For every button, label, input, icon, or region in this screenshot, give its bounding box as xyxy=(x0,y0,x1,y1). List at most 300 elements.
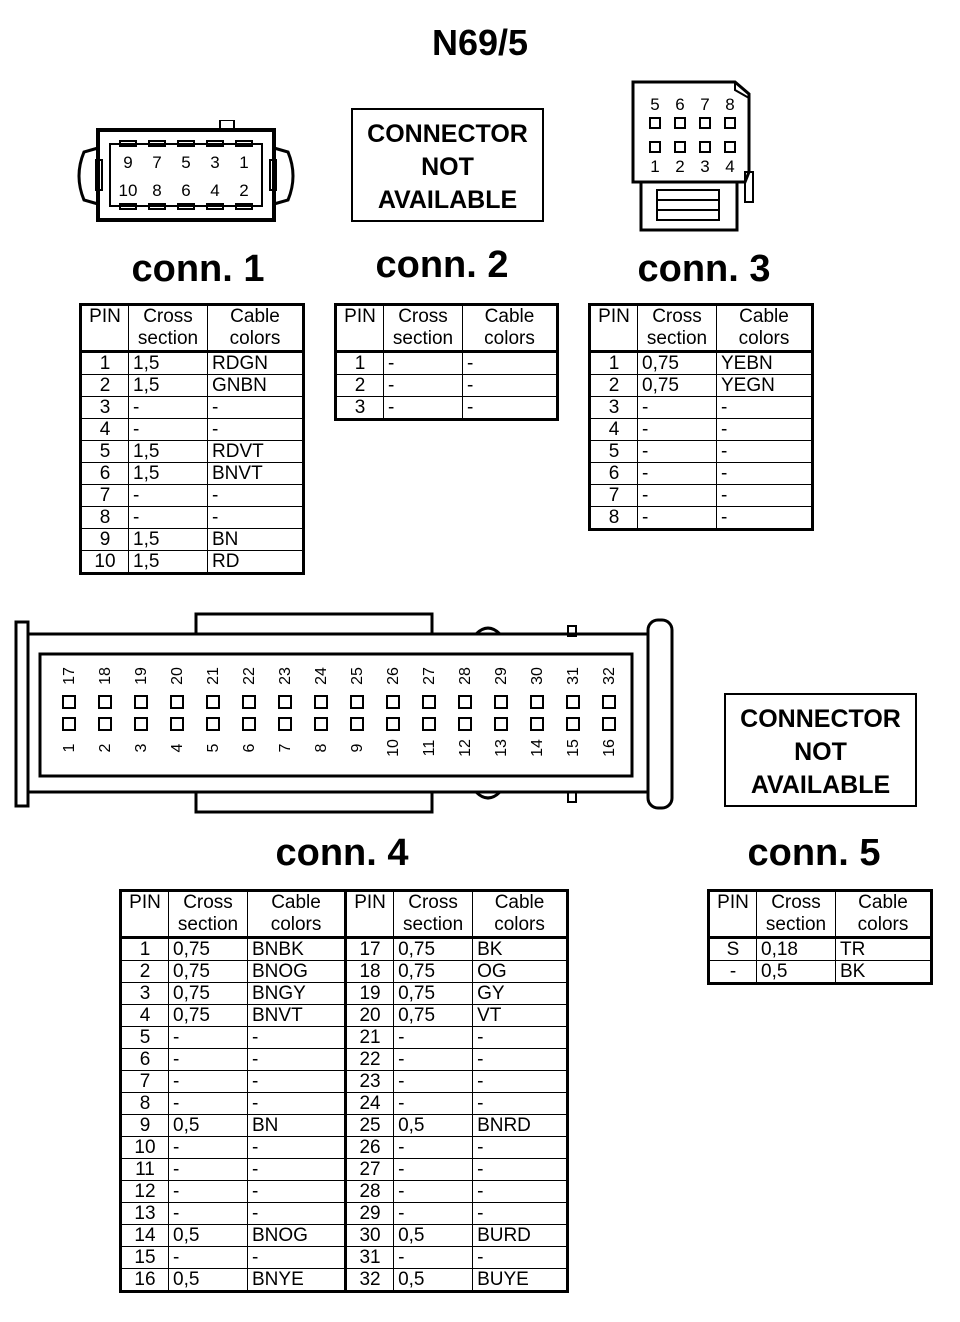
pin-label: 26 xyxy=(385,667,402,685)
conn-2-pin-table xyxy=(334,303,559,421)
cross-section-value: 0,5 xyxy=(169,1269,248,1292)
pin-socket xyxy=(279,696,291,708)
cross-section-value: - xyxy=(129,507,208,529)
table-row xyxy=(81,551,304,574)
cross-section-value: - xyxy=(129,419,208,441)
table-row xyxy=(81,507,304,529)
pin-number: 6 xyxy=(590,463,638,485)
table-row xyxy=(590,397,813,419)
cross-section-value: - xyxy=(169,1203,248,1225)
table-row xyxy=(121,1093,568,1115)
cross-section-value: 0,75 xyxy=(394,961,473,983)
pin-number: 28 xyxy=(346,1181,394,1203)
cross-section-value: - xyxy=(169,1137,248,1159)
pin-socket xyxy=(700,118,710,128)
pin-number: 3 xyxy=(336,397,384,420)
pin-socket xyxy=(650,142,660,152)
pin-socket xyxy=(351,696,363,708)
pin-socket xyxy=(207,696,219,708)
pin-label: 12 xyxy=(457,739,474,757)
pin-socket xyxy=(725,118,735,128)
conn-2-label: conn. 2 xyxy=(375,244,509,286)
cross-section-value: 0,18 xyxy=(757,938,836,961)
cable-color-value: BNVT xyxy=(248,1005,346,1027)
cable-color-value: - xyxy=(208,485,304,507)
table-row xyxy=(81,397,304,419)
cable-color-value: BNYE xyxy=(248,1269,346,1292)
pin-number: 15 xyxy=(121,1247,169,1269)
not-available-line-1: CONNECTOR xyxy=(367,120,528,148)
pin-number: 24 xyxy=(346,1093,394,1115)
pin-socket xyxy=(423,696,435,708)
pin-number: 1 xyxy=(81,352,129,375)
table-row xyxy=(336,352,558,375)
cross-section-value: 0,5 xyxy=(394,1269,473,1292)
pin-label: 1 xyxy=(650,157,660,176)
cross-section-value: - xyxy=(638,419,717,441)
pin-label: 3 xyxy=(133,743,150,753)
connector-2-not-available xyxy=(351,108,544,222)
table-row xyxy=(590,441,813,463)
table-row xyxy=(121,1005,568,1027)
pin-label: 6 xyxy=(675,95,685,114)
cross-section-value: 0,5 xyxy=(169,1115,248,1137)
table-row xyxy=(81,419,304,441)
pin-number: 19 xyxy=(346,983,394,1005)
cross-section-value: 1,5 xyxy=(129,529,208,551)
cable-colors-header: Cable colors xyxy=(717,305,813,352)
table-row xyxy=(336,375,558,397)
cable-color-value: BUYE xyxy=(473,1269,568,1292)
table-row xyxy=(81,441,304,463)
cable-color-value: - xyxy=(473,1137,568,1159)
cross-section-value: - xyxy=(129,397,208,419)
cross-section-value: - xyxy=(638,485,717,507)
pin-number: 23 xyxy=(346,1071,394,1093)
pin-label: 5 xyxy=(181,153,191,172)
table-row xyxy=(121,1225,568,1247)
pin-socket xyxy=(495,696,507,708)
connector-1-face xyxy=(70,120,310,230)
cable-colors-header: Cable colors xyxy=(208,305,304,352)
pin-number: 14 xyxy=(121,1225,169,1247)
cable-color-value: BNVT xyxy=(208,463,304,485)
cross-section-value: - xyxy=(169,1181,248,1203)
pin-label: 19 xyxy=(133,667,150,685)
cable-color-value: RDGN xyxy=(208,352,304,375)
pin-label: 2 xyxy=(239,181,249,200)
cable-color-value: - xyxy=(717,463,813,485)
pin-label: 3 xyxy=(210,153,220,172)
pin-socket xyxy=(315,696,327,708)
cross-section-value: - xyxy=(384,352,463,375)
cross-section-value: - xyxy=(384,397,463,420)
pin-socket xyxy=(171,718,183,730)
pin-label: 4 xyxy=(169,743,186,753)
pin-number: 9 xyxy=(81,529,129,551)
pin-socket xyxy=(63,696,75,708)
table-row xyxy=(121,1203,568,1225)
cable-color-value: - xyxy=(463,352,558,375)
cross-section-value: 0,5 xyxy=(394,1225,473,1247)
pin-socket xyxy=(99,696,111,708)
pin-number: 16 xyxy=(121,1269,169,1292)
pin-number: 4 xyxy=(121,1005,169,1027)
pin-number: 17 xyxy=(346,938,394,961)
table-row xyxy=(709,961,932,984)
not-available-line-3: AVAILABLE xyxy=(377,186,518,214)
cable-color-value: BNBK xyxy=(248,938,346,961)
pin-label: 21 xyxy=(205,667,222,685)
pin-label: 8 xyxy=(313,743,330,753)
pin-label: 7 xyxy=(152,153,162,172)
pin-number: 3 xyxy=(121,983,169,1005)
pin-label: 9 xyxy=(123,153,133,172)
pin-label: 5 xyxy=(205,743,222,753)
cross-section-value: - xyxy=(394,1071,473,1093)
pin-label: 31 xyxy=(565,667,582,685)
cross-section-value: - xyxy=(169,1093,248,1115)
pin-number: 11 xyxy=(121,1159,169,1181)
pin-number: 9 xyxy=(121,1115,169,1137)
pin-number: 21 xyxy=(346,1027,394,1049)
cross-section-header: Cross section xyxy=(394,891,473,938)
cable-color-value: BNRD xyxy=(473,1115,568,1137)
pin-label: 9 xyxy=(349,743,366,753)
cable-color-value: OG xyxy=(473,961,568,983)
pin-label: 25 xyxy=(349,667,366,685)
pin-socket xyxy=(243,718,255,730)
pin-number: 7 xyxy=(81,485,129,507)
pin-number: 2 xyxy=(336,375,384,397)
cross-section-value: - xyxy=(394,1159,473,1181)
pin-label: 6 xyxy=(241,743,258,753)
pin-header: PIN xyxy=(121,891,169,938)
cable-colors-header: Cable colors xyxy=(463,305,558,352)
pin-header: PIN xyxy=(81,305,129,352)
cable-color-value: - xyxy=(248,1093,346,1115)
cable-color-value: - xyxy=(717,441,813,463)
cross-section-header: Cross section xyxy=(129,305,208,352)
pin-number: 8 xyxy=(121,1093,169,1115)
pin-socket xyxy=(567,718,579,730)
conn-4-label: conn. 4 xyxy=(275,832,409,874)
pin-socket xyxy=(387,696,399,708)
pin-number: 5 xyxy=(590,441,638,463)
cross-section-value: 0,5 xyxy=(394,1115,473,1137)
pin-socket xyxy=(459,718,471,730)
cable-color-value: - xyxy=(248,1071,346,1093)
table-row xyxy=(590,352,813,375)
pin-label: 17 xyxy=(61,667,78,685)
cross-section-value: - xyxy=(638,507,717,530)
cable-color-value: GNBN xyxy=(208,375,304,397)
cable-color-value: - xyxy=(248,1181,346,1203)
pin-socket xyxy=(135,696,147,708)
pin-label: 5 xyxy=(650,95,660,114)
cable-color-value: - xyxy=(248,1049,346,1071)
cable-color-value: - xyxy=(248,1247,346,1269)
pin-label: 20 xyxy=(169,667,186,685)
cable-color-value: - xyxy=(248,1203,346,1225)
cable-color-value: YEBN xyxy=(717,352,813,375)
pin-number: - xyxy=(709,961,757,984)
pin-socket xyxy=(315,718,327,730)
pin-label: 2 xyxy=(675,157,685,176)
pin-socket xyxy=(171,696,183,708)
pin-label: 1 xyxy=(239,153,249,172)
pin-socket xyxy=(63,718,75,730)
table-row xyxy=(590,375,813,397)
pin-header: PIN xyxy=(336,305,384,352)
pin-label: 23 xyxy=(277,667,294,685)
cross-section-value: - xyxy=(169,1247,248,1269)
pin-header: PIN xyxy=(709,891,757,938)
pin-label: 15 xyxy=(565,739,582,757)
pin-label: 13 xyxy=(493,739,510,757)
cable-color-value: - xyxy=(473,1181,568,1203)
table-row xyxy=(81,463,304,485)
pin-label: 10 xyxy=(385,739,402,757)
pin-number: 3 xyxy=(590,397,638,419)
cross-section-value: - xyxy=(638,463,717,485)
cross-section-value: 0,75 xyxy=(169,983,248,1005)
table-row xyxy=(590,507,813,530)
pin-socket xyxy=(279,718,291,730)
pin-socket xyxy=(351,718,363,730)
connector-4-face xyxy=(12,610,682,820)
cross-section-value: 0,75 xyxy=(394,983,473,1005)
pin-number: 26 xyxy=(346,1137,394,1159)
pin-number: 8 xyxy=(81,507,129,529)
pin-socket xyxy=(459,696,471,708)
pin-number: 18 xyxy=(346,961,394,983)
cable-color-value: YEGN xyxy=(717,375,813,397)
pin-number: 1 xyxy=(336,352,384,375)
table-row xyxy=(709,938,932,961)
cable-color-value: BN xyxy=(248,1115,346,1137)
cable-colors-header: Cable colors xyxy=(248,891,346,938)
pin-label: 1 xyxy=(61,743,78,753)
cable-color-value: - xyxy=(473,1027,568,1049)
table-row xyxy=(590,485,813,507)
cross-section-value: - xyxy=(394,1093,473,1115)
not-available-line-3: AVAILABLE xyxy=(750,771,891,799)
pin-header: PIN xyxy=(590,305,638,352)
cross-section-value: 0,75 xyxy=(169,961,248,983)
pin-number: 7 xyxy=(121,1071,169,1093)
pin-label: 7 xyxy=(700,95,710,114)
cable-color-value: BNOG xyxy=(248,1225,346,1247)
pin-number: 4 xyxy=(590,419,638,441)
pin-number: 4 xyxy=(81,419,129,441)
pin-number: 7 xyxy=(590,485,638,507)
table-row xyxy=(590,419,813,441)
pin-label: 16 xyxy=(601,739,618,757)
cross-section-value: 1,5 xyxy=(129,463,208,485)
pin-label: 29 xyxy=(493,667,510,685)
pin-socket xyxy=(700,142,710,152)
pin-number: 10 xyxy=(121,1137,169,1159)
table-row xyxy=(121,1269,568,1292)
cable-color-value: BURD xyxy=(473,1225,568,1247)
cross-section-value: - xyxy=(638,441,717,463)
cable-color-value: - xyxy=(208,507,304,529)
pin-header: PIN xyxy=(346,891,394,938)
table-row xyxy=(336,397,558,420)
pin-label: 6 xyxy=(181,181,191,200)
pin-socket xyxy=(531,718,543,730)
cross-section-value: 1,5 xyxy=(129,551,208,574)
table-row xyxy=(121,1137,568,1159)
pin-socket xyxy=(495,718,507,730)
cable-color-value: - xyxy=(473,1159,568,1181)
table-row xyxy=(121,1159,568,1181)
cross-section-value: 0,75 xyxy=(169,1005,248,1027)
pin-number: 27 xyxy=(346,1159,394,1181)
conn-3-pin-table xyxy=(588,303,814,531)
not-available-line-1: CONNECTOR xyxy=(740,705,901,733)
cable-colors-header: Cable colors xyxy=(836,891,932,938)
cable-color-value: BN xyxy=(208,529,304,551)
cable-color-value: BNGY xyxy=(248,983,346,1005)
pin-label: 32 xyxy=(601,667,618,685)
cross-section-value: - xyxy=(384,375,463,397)
cross-section-value: 0,75 xyxy=(169,938,248,961)
pin-number: 2 xyxy=(121,961,169,983)
cable-color-value: - xyxy=(717,419,813,441)
pin-socket xyxy=(207,718,219,730)
conn-5-pin-table xyxy=(707,889,933,985)
cable-color-value: - xyxy=(248,1159,346,1181)
table-row xyxy=(121,1181,568,1203)
pin-label: 30 xyxy=(529,667,546,685)
not-available-line-2: NOT xyxy=(794,738,847,766)
pin-socket xyxy=(603,718,615,730)
cable-color-value: VT xyxy=(473,1005,568,1027)
pin-socket xyxy=(135,718,147,730)
pin-socket xyxy=(243,696,255,708)
table-row xyxy=(590,463,813,485)
cable-color-value: TR xyxy=(836,938,932,961)
cable-color-value: - xyxy=(208,419,304,441)
cross-section-value: 1,5 xyxy=(129,375,208,397)
pin-socket xyxy=(423,718,435,730)
cable-color-value: BK xyxy=(473,938,568,961)
table-row xyxy=(121,983,568,1005)
cross-section-header: Cross section xyxy=(638,305,717,352)
pin-label: 8 xyxy=(725,95,735,114)
pin-label: 4 xyxy=(725,157,735,176)
pin-label: 24 xyxy=(313,667,330,685)
cross-section-value: 1,5 xyxy=(129,441,208,463)
cross-section-value: - xyxy=(169,1159,248,1181)
cable-color-value: - xyxy=(248,1137,346,1159)
pin-label: 4 xyxy=(210,181,220,200)
pin-label: 10 xyxy=(118,181,138,200)
pin-label: 18 xyxy=(97,667,114,685)
cross-section-value: - xyxy=(394,1137,473,1159)
pin-label: 3 xyxy=(700,157,710,176)
pin-number: 29 xyxy=(346,1203,394,1225)
pin-number: 30 xyxy=(346,1225,394,1247)
cross-section-value: - xyxy=(394,1181,473,1203)
pin-label: 14 xyxy=(529,739,546,757)
cross-section-value: 0,75 xyxy=(638,352,717,375)
table-row xyxy=(81,529,304,551)
cross-section-value: - xyxy=(394,1247,473,1269)
cable-color-value: BNOG xyxy=(248,961,346,983)
cable-color-value: - xyxy=(248,1027,346,1049)
pin-number: 31 xyxy=(346,1247,394,1269)
pin-socket xyxy=(387,718,399,730)
table-row xyxy=(81,375,304,397)
cross-section-header: Cross section xyxy=(757,891,836,938)
cable-color-value: - xyxy=(473,1093,568,1115)
pin-label: 7 xyxy=(277,743,294,753)
cable-color-value: - xyxy=(463,375,558,397)
cross-section-value: - xyxy=(169,1027,248,1049)
table-row xyxy=(121,1049,568,1071)
pin-number: 22 xyxy=(346,1049,394,1071)
cable-color-value: GY xyxy=(473,983,568,1005)
conn-1-pin-table xyxy=(79,303,305,575)
cross-section-value: 0,5 xyxy=(169,1225,248,1247)
pin-label: 27 xyxy=(421,667,438,685)
pin-number: S xyxy=(709,938,757,961)
pin-socket xyxy=(675,142,685,152)
pin-number: 2 xyxy=(81,375,129,397)
connector-5-not-available xyxy=(724,693,917,807)
conn-3-label: conn. 3 xyxy=(637,248,771,290)
pin-number: 6 xyxy=(81,463,129,485)
table-row xyxy=(121,1247,568,1269)
cross-section-value: - xyxy=(394,1049,473,1071)
pin-socket xyxy=(725,142,735,152)
pin-number: 13 xyxy=(121,1203,169,1225)
pin-number: 8 xyxy=(590,507,638,530)
cross-section-header: Cross section xyxy=(169,891,248,938)
cable-color-value: - xyxy=(473,1203,568,1225)
cable-color-value: - xyxy=(717,485,813,507)
cross-section-value: 1,5 xyxy=(129,352,208,375)
table-row xyxy=(121,938,568,961)
pin-number: 10 xyxy=(81,551,129,574)
cross-section-value: 0,5 xyxy=(757,961,836,984)
cross-section-value: - xyxy=(638,397,717,419)
connector-3-face xyxy=(625,76,765,236)
pin-label: 22 xyxy=(241,667,258,685)
cross-section-header: Cross section xyxy=(384,305,463,352)
cross-section-value: 0,75 xyxy=(638,375,717,397)
cable-color-value: - xyxy=(473,1247,568,1269)
not-available-line-2: NOT xyxy=(421,153,474,181)
pin-number: 1 xyxy=(121,938,169,961)
pin-number: 6 xyxy=(121,1049,169,1071)
cable-color-value: - xyxy=(463,397,558,420)
pin-label: 8 xyxy=(152,181,162,200)
cross-section-value: 0,75 xyxy=(394,1005,473,1027)
page-title: N69/5 xyxy=(431,22,529,63)
cable-color-value: - xyxy=(473,1071,568,1093)
pin-socket xyxy=(603,696,615,708)
pin-socket xyxy=(567,696,579,708)
cable-color-value: - xyxy=(208,397,304,419)
pin-label: 2 xyxy=(97,743,114,753)
conn-1-label: conn. 1 xyxy=(131,248,265,290)
pin-number: 32 xyxy=(346,1269,394,1292)
cross-section-value: - xyxy=(169,1071,248,1093)
